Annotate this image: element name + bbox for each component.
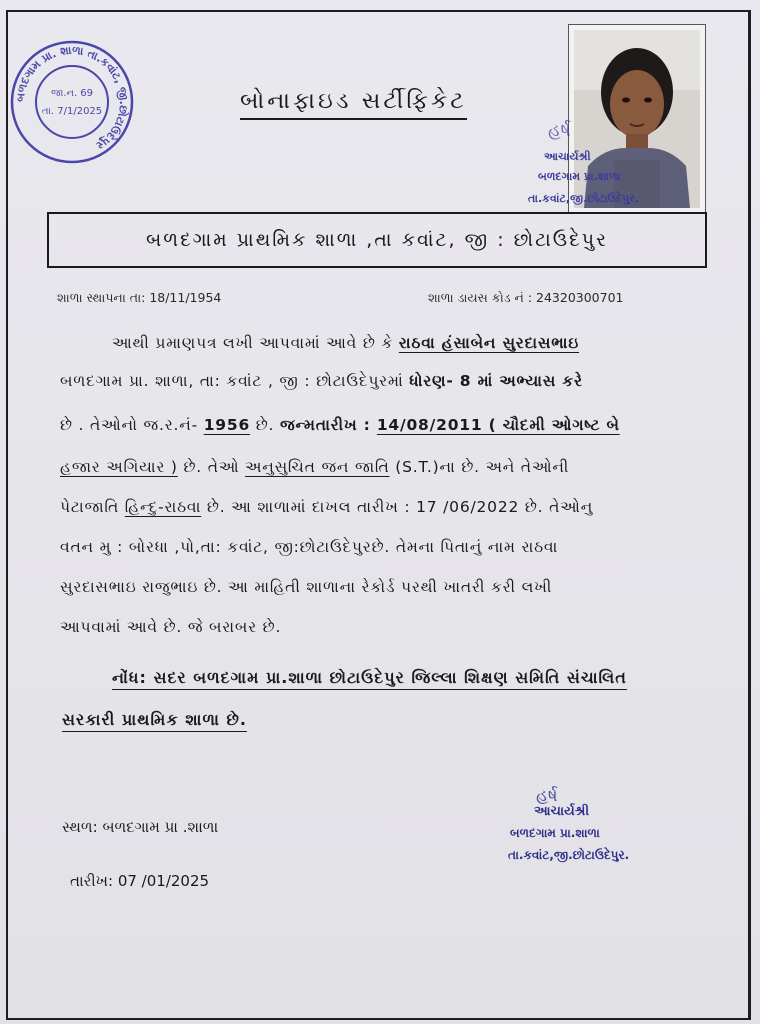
- body-text: છે. તેઓ: [177, 458, 246, 476]
- body-line-8: આપવામાં આવે છે. જે બરાબર છે.: [60, 618, 282, 636]
- principal-stamp: [500, 786, 660, 876]
- photo-stamp: [518, 120, 648, 210]
- principal-school: બળદગામ પ્રા.શાળા: [510, 826, 600, 840]
- photo-stamp-signature: હર્ષ: [548, 120, 571, 141]
- school-established: શાળા સ્થાપના તા: 18/11/1954: [57, 290, 222, 305]
- body-line-2: [60, 372, 583, 391]
- body-text: બળદગામ પ્રા. શાળા, તા: કવાંટ , જી : છોટાઉદેપુરમાં: [60, 372, 410, 390]
- body-text: છે.: [250, 416, 281, 434]
- caste-category: અનુસુચિત જન જાતિ: [245, 458, 390, 476]
- certificate-title: બોનાફાઇડ સર્ટીફિકેટ: [240, 88, 467, 120]
- dob-label: જન્મતારીખ :: [280, 416, 377, 434]
- body-line-7: સુરદાસભાઇ રાજુભાઇ છે. આ માહિતી શાળાના રેકોર્ડ પરથી ખાતરી કરી લખી: [60, 578, 553, 596]
- principal-signature: હર્ષ: [536, 786, 558, 806]
- principal-designation: આચાર્યશ્રી: [534, 804, 590, 819]
- body-text: છે . તેઓનો જ.ર.નં-: [60, 416, 204, 434]
- body-text: છે. આ શાળામાં દાખલ તારીખ : 17 /06/2022 છે. તેઓનુ: [201, 498, 594, 516]
- body-text: (S.T.)ના છે. અને તેઓની: [389, 458, 570, 476]
- issue-place: સ્થળ: બળદગામ પ્રા .શાળા: [62, 818, 219, 836]
- seal-number: જા.ન. 69: [50, 88, 94, 99]
- body-text: આથી પ્રમાણપત્ર લખી આપવામાં આવે છે કે: [112, 334, 399, 352]
- body-line-1: [112, 334, 579, 353]
- note-line-2: સરકારી પ્રાથમિક શાળા છે.: [62, 710, 247, 729]
- photo-stamp-school: બળદગામ પ્રા.શાળા: [538, 170, 621, 183]
- school-seal: [8, 38, 136, 166]
- principal-place: તા.કવાંટ,જી.છોટાઉદેપુર.: [508, 848, 630, 862]
- school-name: બળદગામ પ્રાથમિક શાળા ,તા કવાંટ, જી : છોટાઉદેપુર: [146, 229, 608, 251]
- dob-in-words: હજાર અગિયાર ): [60, 458, 178, 476]
- photo-stamp-designation: આચાર્યશ્રી: [544, 150, 591, 163]
- body-text: પેટાજાતિ: [60, 498, 125, 516]
- note-line-1: નોંધ: સદર બળદગામ પ્રા.શાળા છોટાઉદેપુર જિલ્લા શિક્ષણ સમિતિ સંચાલિત: [112, 668, 627, 687]
- seal-date: તા. 7/1/2025: [41, 106, 103, 117]
- student-name: રાઠવા હંસાબેન સુરદાસભાઇ: [398, 334, 579, 352]
- seal-ring-text: બળદગામ પ્રા. શાળા તા.કવાંટ, જી.છોટાઉદેપુર: [13, 43, 131, 153]
- issue-date: તારીખ: 07 /01/2025: [70, 872, 210, 890]
- body-line-3: [60, 416, 620, 435]
- body-line-5: [60, 498, 593, 517]
- register-number: 1956: [203, 416, 251, 434]
- standard-info: ધોરણ- 8 માં અભ્યાસ કરે: [409, 372, 583, 390]
- school-name-box: [47, 212, 707, 268]
- date-of-birth: 14/08/2011 ( ચૌદમી ઓગષ્ટ બે: [376, 416, 620, 434]
- sub-caste: હિન્દુ-રાઠવા: [124, 498, 202, 516]
- photo-stamp-place: તા.કવાંટ,જી.છોટાઉદેપુર.: [528, 192, 640, 205]
- body-line-4: [60, 458, 569, 477]
- body-line-6: વતન મુ : બોરધા ,પો,તા: કવાંટ, જી:છોટાઉદેપુરછે. તેમના પિતાનું નામ રાઠવા: [60, 538, 559, 556]
- school-dise-code: શાળા ડાયસ કોડ નં : 24320300701: [428, 290, 624, 305]
